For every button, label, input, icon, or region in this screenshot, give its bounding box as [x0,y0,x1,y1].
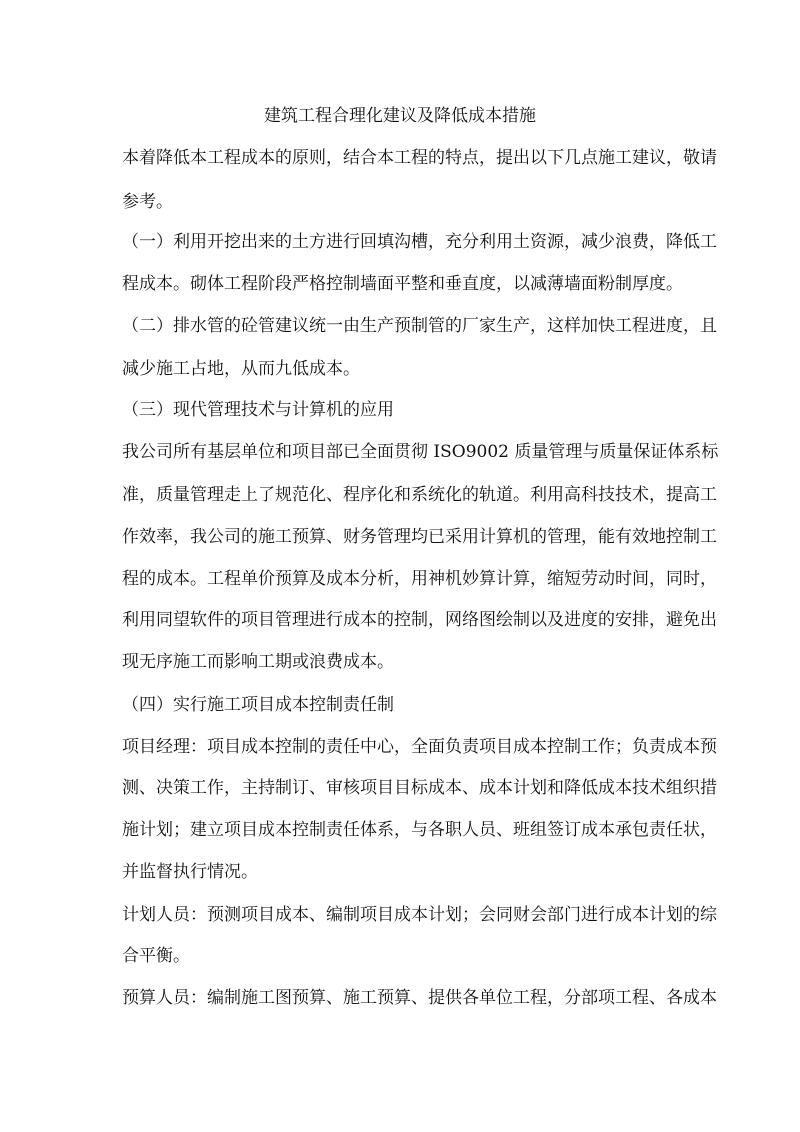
text-line: 现无序施工而影响工期或浪费成本。 [122,652,394,672]
text-line: 计划人员：预测项目成本、编制项目成本计划；会同财会部门进行成本计划的综 [122,905,717,925]
text-line: 施计划；建立项目成本控制责任体系，与各职人员、班组签订成本承包责任状， [122,820,717,840]
text-line: （一）利用开挖出来的土方进行回填沟槽，充分利用土资源，减少浪费，降低工 [122,232,717,252]
text-line: 程的成本。工程单价预算及成本分析，用神机妙算计算，缩短劳动时间，同时， [122,569,717,589]
text-line: （三）现代管理技术与计算机的应用 [122,400,394,420]
text-line: 并监督执行情况。 [122,862,258,882]
document-title: 建筑工程合理化建议及降低成本措施 [264,106,536,126]
text-line: 测、决策工作，主持制订、审核项目目标成本、成本计划和降低成本技术组织措 [122,778,717,798]
text-line: 预算人员：编制施工图预算、施工预算、提供各单位工程，分部项工程、各成本 [122,988,717,1008]
text-line: （四）实行施工项目成本控制责任制 [122,695,394,715]
text-line: 减少施工占地，从而九低成本。 [122,359,360,379]
text-line: 利用同望软件的项目管理进行成本的控制，网络图绘制以及进度的安排，避免出 [122,610,717,630]
text-line: （二）排水管的砼管建议统一由生产预制管的厂家生产，这样加快工程进度，且 [122,316,717,336]
text-line: 程成本。砌体工程阶段严格控制墙面平整和垂直度，以减薄墙面粉制厚度。 [122,274,683,294]
text-line: 项目经理：项目成本控制的责任中心，全面负责项目成本控制工作；负责成本预 [122,737,717,757]
text-line: 参考。 [122,192,173,212]
text-line: 作效率，我公司的施工预算、财务管理均已采用计算机的管理，能有效地控制工 [122,527,717,547]
text-line: 合平衡。 [122,946,190,966]
text-line: 准，质量管理走上了规范化、程序化和系统化的轨道。利用高科技技术，提高工 [122,485,717,505]
text-line: 我公司所有基层单位和项目部已全面贯彻 ISO9002 质量管理与质量保证体系标 [122,442,719,462]
text-line: 本着降低本工程成本的原则，结合本工程的特点，提出以下几点施工建议，敬请 [122,148,717,168]
